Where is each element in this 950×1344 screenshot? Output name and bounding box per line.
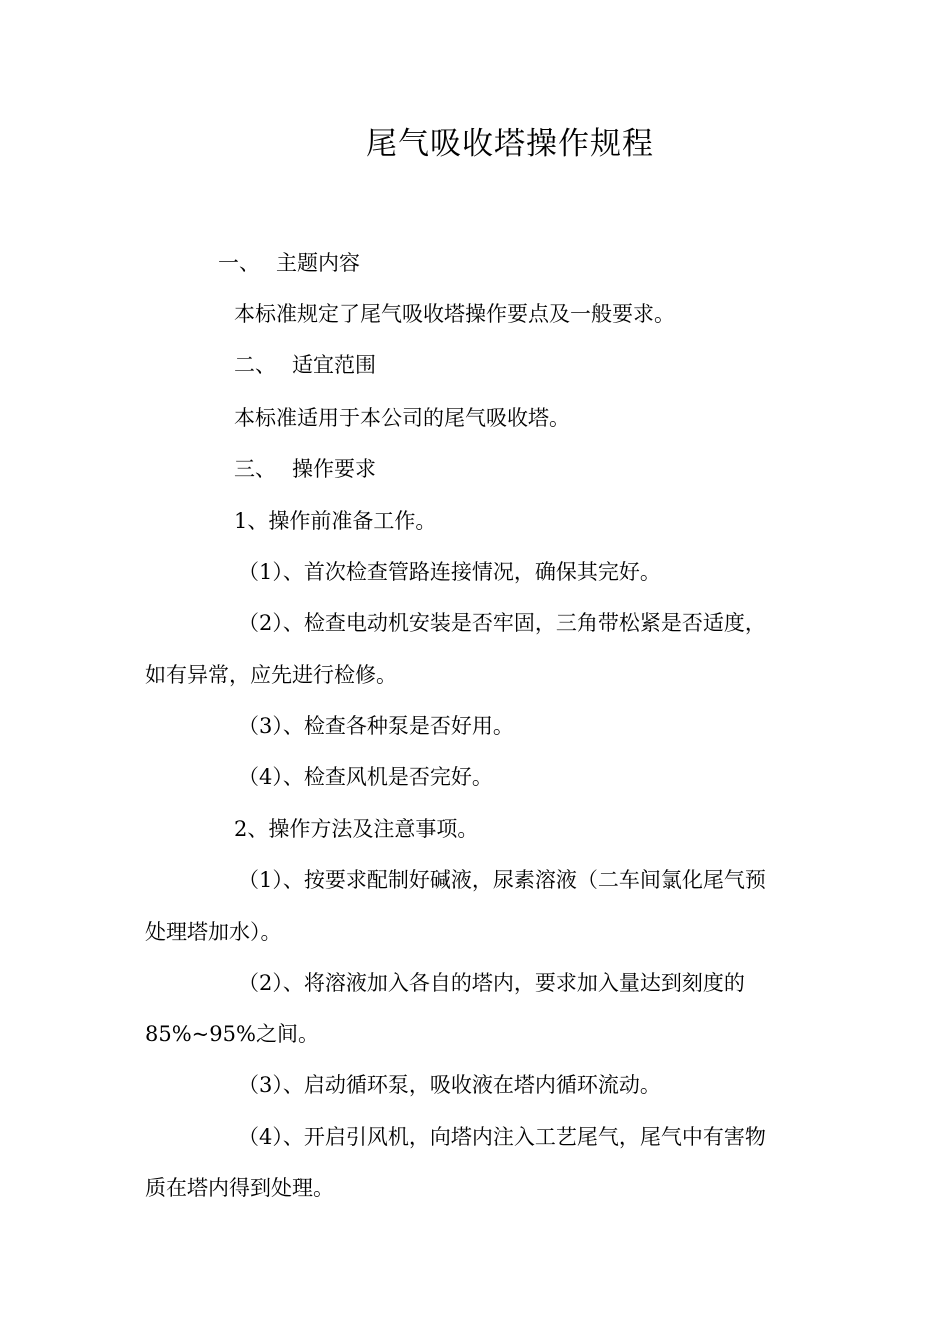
section-title: 主题内容 (276, 251, 360, 275)
method-item-1-line-1: （1）、按要求配制好碱液，尿素溶液（二车间氯化尾气预 (238, 868, 766, 892)
document-title: 尾气吸收塔操作规程 (366, 126, 654, 162)
prep-item-4: （4）、检查风机是否完好。 (238, 765, 493, 789)
prep-item-2-line-1: （2）、检查电动机安装是否牢固，三角带松紧是否适度， (238, 611, 766, 635)
section-number: 三、 (234, 457, 276, 481)
paragraph-scope: 本标准规定了尾气吸收塔操作要点及一般要求。 (234, 302, 675, 326)
method-item-4-line-1: （4）、开启引风机，向塔内注入工艺尾气，尾气中有害物 (238, 1125, 766, 1149)
method-item-2-line-1: （2）、将溶液加入各自的塔内，要求加入量达到刻度的 (238, 971, 745, 995)
method-item-3: （3）、启动循环泵，吸收液在塔内循环流动。 (238, 1073, 661, 1097)
section-title: 操作要求 (292, 457, 376, 481)
method-item-2-line-2: 85%~95%之间。 (145, 1022, 319, 1046)
section-number: 一、 (218, 251, 260, 275)
prep-item-2-line-2: 如有异常，应先进行检修。 (145, 663, 397, 687)
section-heading-3 (234, 455, 376, 483)
section-heading-1 (218, 249, 360, 277)
prep-item-3: （3）、检查各种泵是否好用。 (238, 714, 514, 738)
method-item-1-line-2: 处理塔加水）。 (145, 920, 282, 944)
paragraph-range: 本标准适用于本公司的尾气吸收塔。 (234, 406, 570, 430)
prep-item-1: （1）、首次检查管路连接情况，确保其完好。 (238, 560, 661, 584)
method-item-4-line-2: 质在塔内得到处理。 (145, 1176, 334, 1200)
subsection-method-title: 2、操作方法及注意事项。 (234, 817, 479, 841)
section-heading-2 (234, 351, 376, 379)
section-number: 二、 (234, 353, 276, 377)
subsection-prep-title: 1、操作前准备工作。 (234, 509, 437, 533)
section-title: 适宜范围 (292, 353, 376, 377)
